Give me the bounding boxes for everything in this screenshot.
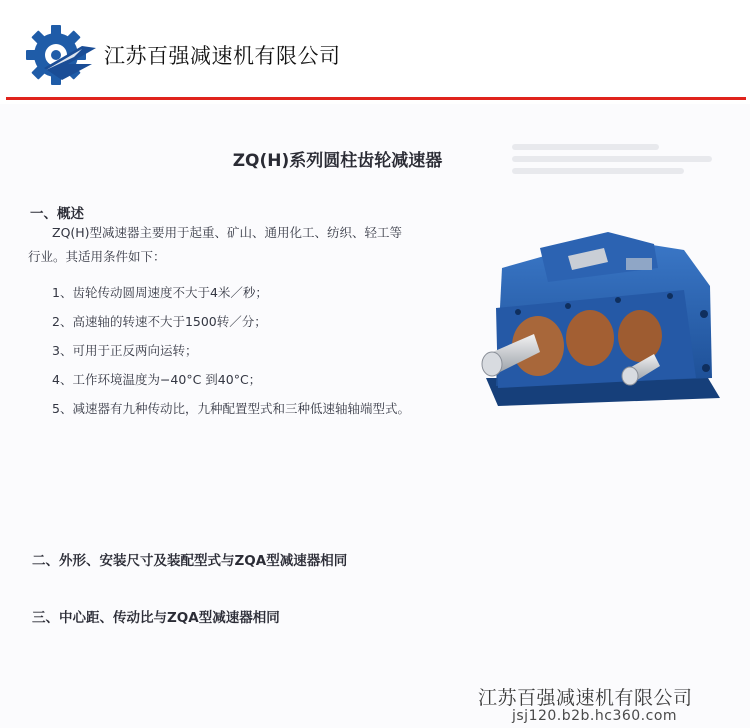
list-item: 4、工作环境温度为−40°C 到40°C；: [52, 372, 262, 387]
gear-reducer-image: [458, 228, 730, 416]
company-name: 江苏百强减速机有限公司: [104, 44, 341, 68]
page-header: [0, 0, 750, 100]
list-item: 1、齿轮传动圆周速度不大于4米／秒；: [52, 285, 268, 300]
list-item: 3、可用于正反两向运转；: [52, 343, 198, 358]
header-divider: [6, 97, 746, 100]
intro-line-2: 行业。其适用条件如下：: [28, 249, 166, 264]
intro-line-1: ZQ(H)型减速器主要用于起重、矿山、通用化工、纺织、轻工等: [52, 225, 403, 240]
section-heading-installation: 二、外形、安装尺寸及装配型式与ZQA型减速器相同: [32, 553, 348, 569]
watermark-site: jsj120.b2b.hc360.com: [512, 708, 678, 724]
watermark-company: 江苏百强减速机有限公司: [478, 687, 693, 709]
gear-with-arrow-logo-icon: [22, 24, 100, 86]
list-item: 5、减速器有九种传动比，九种配置型式和三种低速轴轴端型式。: [52, 401, 410, 416]
section-heading-center-distance: 三、中心距、传动比与ZQA型减速器相同: [32, 610, 280, 626]
section-heading-overview: 一、概述: [30, 206, 84, 222]
conditions-list: [52, 278, 472, 423]
list-item: 2、高速轴的转速不大于1500转／分；: [52, 314, 267, 329]
document-title: ZQ(H)系列圆柱齿轮减速器: [232, 151, 443, 171]
